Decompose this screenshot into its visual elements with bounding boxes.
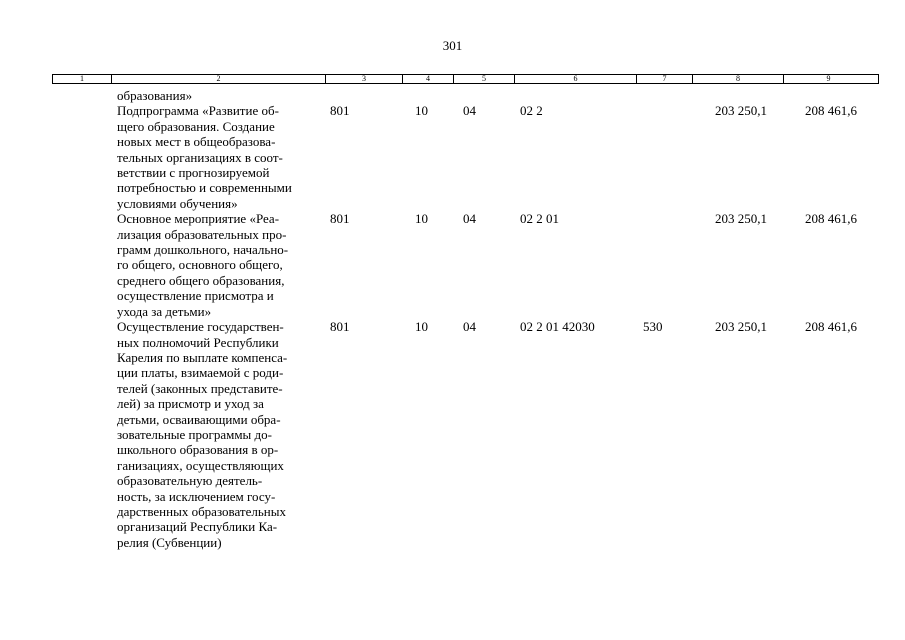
header-col-9: 9 [783, 75, 873, 83]
col-5-cell: 04 [463, 319, 476, 335]
row-name-line: ность, за исключением госу- [117, 488, 276, 504]
col-3-cell: 801 [330, 319, 350, 335]
table-row [52, 103, 879, 211]
col-8-cell: 203 250,1 [715, 211, 767, 227]
col-9-cell [782, 88, 872, 103]
row-name-line: релия (Субвенции) [117, 534, 222, 550]
col-7-cell [635, 211, 691, 319]
table-row [52, 88, 879, 103]
row-name-line: тельных организациях в соот- [117, 149, 283, 165]
page-number: 301 [442, 38, 463, 53]
row-name-line: Основное мероприятие «Реа- [117, 211, 280, 227]
col-6-cell [513, 88, 635, 103]
col-4-cell [401, 88, 452, 103]
row-name-line: организаций Республики Ка- [117, 519, 278, 535]
col-6-cell: 02 2 01 [520, 211, 559, 227]
header-col-4: 4 [402, 75, 453, 83]
col-1-cell [52, 88, 110, 103]
row-name-line: школьного образования в ор- [117, 442, 279, 458]
row-name-line: образования» [117, 88, 193, 103]
col-6-cell: 02 2 [520, 103, 543, 119]
header-col-8: 8 [692, 75, 783, 83]
col-6-cell: 02 2 01 42030 [520, 319, 595, 335]
header-col-3: 3 [325, 75, 402, 83]
row-name-line: ухода за детьми» [117, 303, 212, 319]
row-name-line: зовательные программы до- [117, 426, 272, 442]
col-4-cell: 10 [415, 211, 428, 227]
row-name-line: ции платы, взимаемой с роди- [117, 365, 284, 381]
col-5-cell [452, 88, 513, 103]
row-name-line: телей (законных представите- [117, 380, 283, 396]
row-name-line: лей) за присмотр и уход за [117, 396, 264, 412]
col-8-cell: 203 250,1 [715, 319, 767, 335]
col-1-cell [52, 319, 110, 550]
row-name [110, 319, 324, 550]
row-name-line: новых мест в общеобразова- [117, 134, 276, 150]
row-name-line: условиями обучения» [117, 195, 238, 211]
col-4-cell: 10 [415, 103, 428, 119]
row-name [110, 211, 324, 319]
row-name-line: среднего общего образования, [117, 272, 285, 288]
col-7-cell [635, 103, 691, 211]
table-row [52, 319, 879, 550]
row-name-line: дарственных образовательных [117, 503, 286, 519]
row-name-line: ганизациях, осуществляющих [117, 457, 284, 473]
col-8-cell: 203 250,1 [715, 103, 767, 119]
row-name [110, 88, 324, 103]
row-name-line: потребностью и современными [117, 180, 292, 196]
col-7-cell [635, 88, 691, 103]
col-3-cell: 801 [330, 211, 350, 227]
col-8-cell [691, 88, 782, 103]
row-name-line: Карелия по выплате компенса- [117, 349, 288, 365]
col-5-cell: 04 [463, 211, 476, 227]
row-name-line: детьми, осваивающими обра- [117, 411, 281, 427]
col-9-cell: 208 461,6 [805, 319, 857, 335]
row-name-line: Подпрограмма «Развитие об- [117, 103, 279, 119]
col-1-cell [52, 103, 110, 211]
col-9-cell: 208 461,6 [805, 211, 857, 227]
col-1-cell [52, 211, 110, 319]
row-name-line: го общего, основного общего, [117, 257, 283, 273]
row-name-line: ных полномочий Республики [117, 334, 279, 350]
table-body [52, 88, 879, 550]
header-col-6: 6 [514, 75, 636, 83]
col-3-cell [324, 88, 401, 103]
col-7-cell: 530 [643, 319, 663, 335]
col-9-cell: 208 461,6 [805, 103, 857, 119]
row-name-line: щего образования. Создание [117, 118, 275, 134]
col-4-cell: 10 [415, 319, 428, 335]
col-3-cell: 801 [330, 103, 350, 119]
row-name-line: грамм дошкольного, начально- [117, 242, 289, 258]
row-name-line: Осуществление государствен- [117, 319, 284, 335]
table-row [52, 211, 879, 319]
row-name-line: ветствии с прогнозируемой [117, 165, 270, 181]
header-col-1: 1 [80, 74, 84, 83]
header-col-7: 7 [636, 75, 692, 83]
table-header [52, 74, 879, 84]
header-col-5: 5 [453, 75, 514, 83]
row-name-line: лизация образовательных про- [117, 226, 287, 242]
header-col-2: 2 [111, 75, 325, 83]
row-name-line: образовательную деятель- [117, 473, 263, 489]
row-name-line: осуществление присмотра и [117, 288, 274, 304]
col-5-cell: 04 [463, 103, 476, 119]
row-name [110, 103, 324, 211]
